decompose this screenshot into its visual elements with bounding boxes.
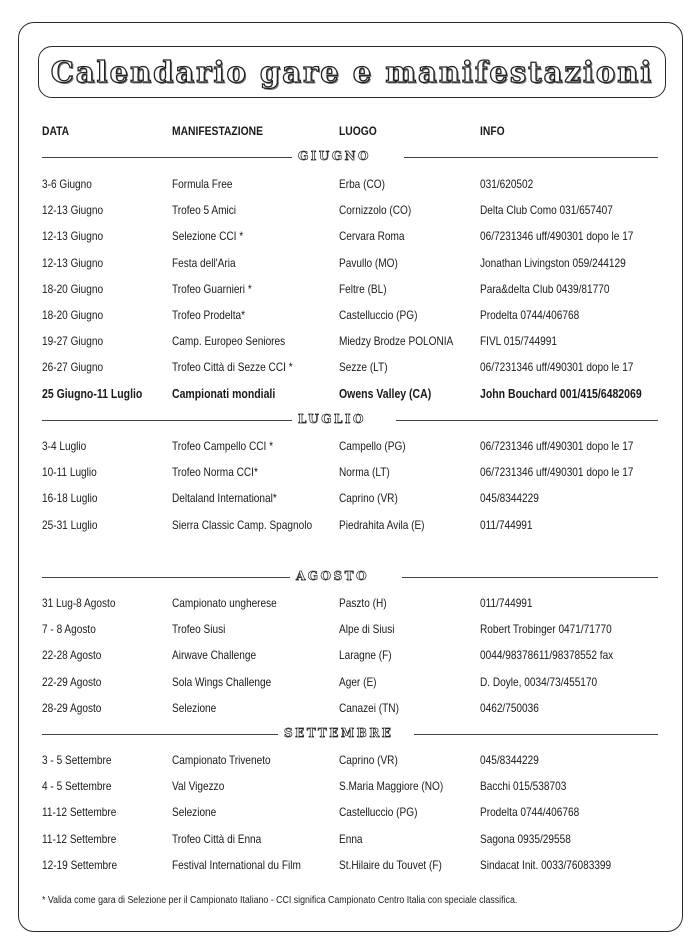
row-location: Castelluccio (PG) xyxy=(339,805,418,819)
row-date: 28-29 Agosto xyxy=(42,701,102,715)
row-date: 3 - 5 Settembre xyxy=(42,753,112,767)
row-location: St.Hilaire du Touvet (F) xyxy=(339,858,442,872)
row-date: 18-20 Giugno xyxy=(42,282,104,296)
header-data: DATA xyxy=(42,124,70,138)
row-info: John Bouchard 001/415/6482069 xyxy=(480,387,642,401)
row-event: Campionato Triveneto xyxy=(172,753,271,767)
table-row xyxy=(0,805,700,823)
row-location: Feltre (BL) xyxy=(339,282,387,296)
row-date: 25 Giugno-11 Luglio xyxy=(42,387,143,401)
row-location: Enna xyxy=(339,832,363,846)
table-row xyxy=(0,229,700,247)
row-date: 11-12 Settembre xyxy=(42,805,117,819)
row-event: Campionato ungherese xyxy=(172,596,277,610)
row-info: D. Doyle, 0034/73/455170 xyxy=(480,675,598,689)
table-row xyxy=(0,596,700,614)
table-row xyxy=(0,491,700,509)
table-row xyxy=(0,858,700,876)
row-location: Norma (LT) xyxy=(339,465,390,479)
row-event: Trofeo Guarnieri * xyxy=(172,282,252,296)
table-row xyxy=(0,360,700,378)
table-row xyxy=(0,465,700,483)
row-location: Canazei (TN) xyxy=(339,701,399,715)
table-row xyxy=(0,701,700,719)
row-info: Para&delta Club 0439/81770 xyxy=(480,282,610,296)
separator-rule xyxy=(402,577,658,578)
separator-rule xyxy=(414,734,658,735)
row-location: Paszto (H) xyxy=(339,596,387,610)
row-event: Trofeo Campello CCI * xyxy=(172,439,274,453)
separator-rule xyxy=(42,420,292,421)
header-luogo: LUOGO xyxy=(339,124,377,138)
separator-rule xyxy=(42,577,290,578)
row-info: Jonathan Livingston 059/244129 xyxy=(480,256,626,270)
row-date: 10-11 Luglio xyxy=(42,465,97,479)
row-location: Castelluccio (PG) xyxy=(339,308,418,322)
row-info: Bacchi 015/538703 xyxy=(480,779,567,793)
row-info: 011/744991 xyxy=(480,518,533,532)
row-date: 18-20 Giugno xyxy=(42,308,104,322)
month-label: LUGLIO xyxy=(298,412,366,426)
table-row xyxy=(0,387,700,405)
row-location: Sezze (LT) xyxy=(339,360,388,374)
title-banner xyxy=(38,46,666,98)
table-row xyxy=(0,753,700,771)
row-event: Festa dell'Aria xyxy=(172,256,236,270)
month-separator-settembre xyxy=(42,728,658,742)
header-info: INFO xyxy=(480,124,505,138)
row-location: Erba (CO) xyxy=(339,177,385,191)
row-location: Ager (E) xyxy=(339,675,377,689)
month-label: AGOSTO xyxy=(296,569,370,583)
row-date: 4 - 5 Settembre xyxy=(42,779,112,793)
month-separator-agosto xyxy=(42,571,658,585)
row-event: Sierra Classic Camp. Spagnolo xyxy=(172,518,313,532)
row-info: 0044/98378611/98378552 fax xyxy=(480,648,614,662)
header-manifestazione: MANIFESTAZIONE xyxy=(172,124,263,138)
row-info: Prodelta 0744/406768 xyxy=(480,308,580,322)
row-info: 06/7231346 uff/490301 dopo le 17 xyxy=(480,360,634,374)
row-event: Airwave Challenge xyxy=(172,648,257,662)
row-location: Owens Valley (CA) xyxy=(339,387,432,401)
row-info: 06/7231346 uff/490301 dopo le 17 xyxy=(480,229,634,243)
row-date: 25-31 Luglio xyxy=(42,518,98,532)
row-event: Trofeo Siusi xyxy=(172,622,226,636)
row-event: Formula Free xyxy=(172,177,233,191)
row-date: 3-6 Giugno xyxy=(42,177,92,191)
row-event: Camp. Europeo Seniores xyxy=(172,334,286,348)
row-event: Deltaland International* xyxy=(172,491,277,505)
row-event: Trofeo Norma CCI* xyxy=(172,465,258,479)
row-event: Trofeo 5 Amici xyxy=(172,203,237,217)
row-date: 31 Lug-8 Agosto xyxy=(42,596,116,610)
row-event: Festival International du Film xyxy=(172,858,301,872)
row-info: FIVL 015/744991 xyxy=(480,334,557,348)
row-location: S.Maria Maggiore (NO) xyxy=(339,779,444,793)
row-location: Alpe di Siusi xyxy=(339,622,395,636)
row-info: 0462/750036 xyxy=(480,701,539,715)
row-event: Trofeo Città di Sezze CCI * xyxy=(172,360,293,374)
row-info: 011/744991 xyxy=(480,596,533,610)
row-location: Campello (PG) xyxy=(339,439,406,453)
table-row xyxy=(0,334,700,352)
row-location: Caprino (VR) xyxy=(339,491,398,505)
row-info: 06/7231346 uff/490301 dopo le 17 xyxy=(480,439,634,453)
row-info: 045/8344229 xyxy=(480,753,539,767)
row-location: Pavullo (MO) xyxy=(339,256,398,270)
row-date: 3-4 Luglio xyxy=(42,439,87,453)
row-info: 06/7231346 uff/490301 dopo le 17 xyxy=(480,465,634,479)
separator-rule xyxy=(404,157,658,158)
month-label: SETTEMBRE xyxy=(284,726,394,740)
row-event: Selezione xyxy=(172,805,217,819)
row-event: Sola Wings Challenge xyxy=(172,675,272,689)
table-row xyxy=(0,622,700,640)
table-row xyxy=(0,177,700,195)
row-date: 26-27 Giugno xyxy=(42,360,104,374)
row-date: 7 - 8 Agosto xyxy=(42,622,96,636)
row-date: 19-27 Giugno xyxy=(42,334,104,348)
row-info: Prodelta 0744/406768 xyxy=(480,805,580,819)
row-event: Selezione CCI * xyxy=(172,229,244,243)
separator-rule xyxy=(42,734,278,735)
row-location: Laragne (F) xyxy=(339,648,392,662)
month-separator-giugno xyxy=(42,151,658,165)
row-location: Piedrahita Avila (E) xyxy=(339,518,425,532)
row-info: Sagona 0935/29558 xyxy=(480,832,571,846)
row-info: Delta Club Como 031/657407 xyxy=(480,203,613,217)
row-event: Campionati mondiali xyxy=(172,387,276,401)
row-info: Robert Trobinger 0471/71770 xyxy=(480,622,612,636)
row-date: 11-12 Settembre xyxy=(42,832,117,846)
row-location: Miedzy Brodze POLONIA xyxy=(339,334,454,348)
separator-rule xyxy=(396,420,658,421)
month-separator-luglio xyxy=(42,414,658,428)
row-event: Selezione xyxy=(172,701,217,715)
row-location: Cornizzolo (CO) xyxy=(339,203,412,217)
row-date: 22-28 Agosto xyxy=(42,648,102,662)
table-row xyxy=(0,518,700,536)
page-title: Calendario gare e manifestazioni xyxy=(50,55,654,89)
table-row xyxy=(0,439,700,457)
separator-rule xyxy=(42,157,292,158)
row-date: 22-29 Agosto xyxy=(42,675,102,689)
table-row xyxy=(0,203,700,221)
row-date: 12-13 Giugno xyxy=(42,203,104,217)
row-location: Caprino (VR) xyxy=(339,753,398,767)
table-row xyxy=(0,648,700,666)
month-label: GIUGNO xyxy=(298,149,371,163)
table-row xyxy=(0,256,700,274)
row-info: Sindacat Init. 0033/76083399 xyxy=(480,858,612,872)
row-date: 12-13 Giugno xyxy=(42,256,104,270)
table-row xyxy=(0,779,700,797)
table-row xyxy=(0,675,700,693)
row-date: 16-18 Luglio xyxy=(42,491,98,505)
row-event: Trofeo Prodelta* xyxy=(172,308,246,322)
row-info: 045/8344229 xyxy=(480,491,539,505)
row-date: 12-13 Giugno xyxy=(42,229,104,243)
row-event: Val Vigezzo xyxy=(172,779,225,793)
table-row xyxy=(0,832,700,850)
table-row xyxy=(0,282,700,300)
row-location: Cervara Roma xyxy=(339,229,405,243)
row-info: 031/620502 xyxy=(480,177,534,191)
table-row xyxy=(0,308,700,326)
row-event: Trofeo Città di Enna xyxy=(172,832,262,846)
footnote: * Valida come gara di Selezione per il Campionato Italiano - CCI significa Campionato Centro Italia con speciale classifica. xyxy=(42,895,518,906)
row-date: 12-19 Settembre xyxy=(42,858,118,872)
